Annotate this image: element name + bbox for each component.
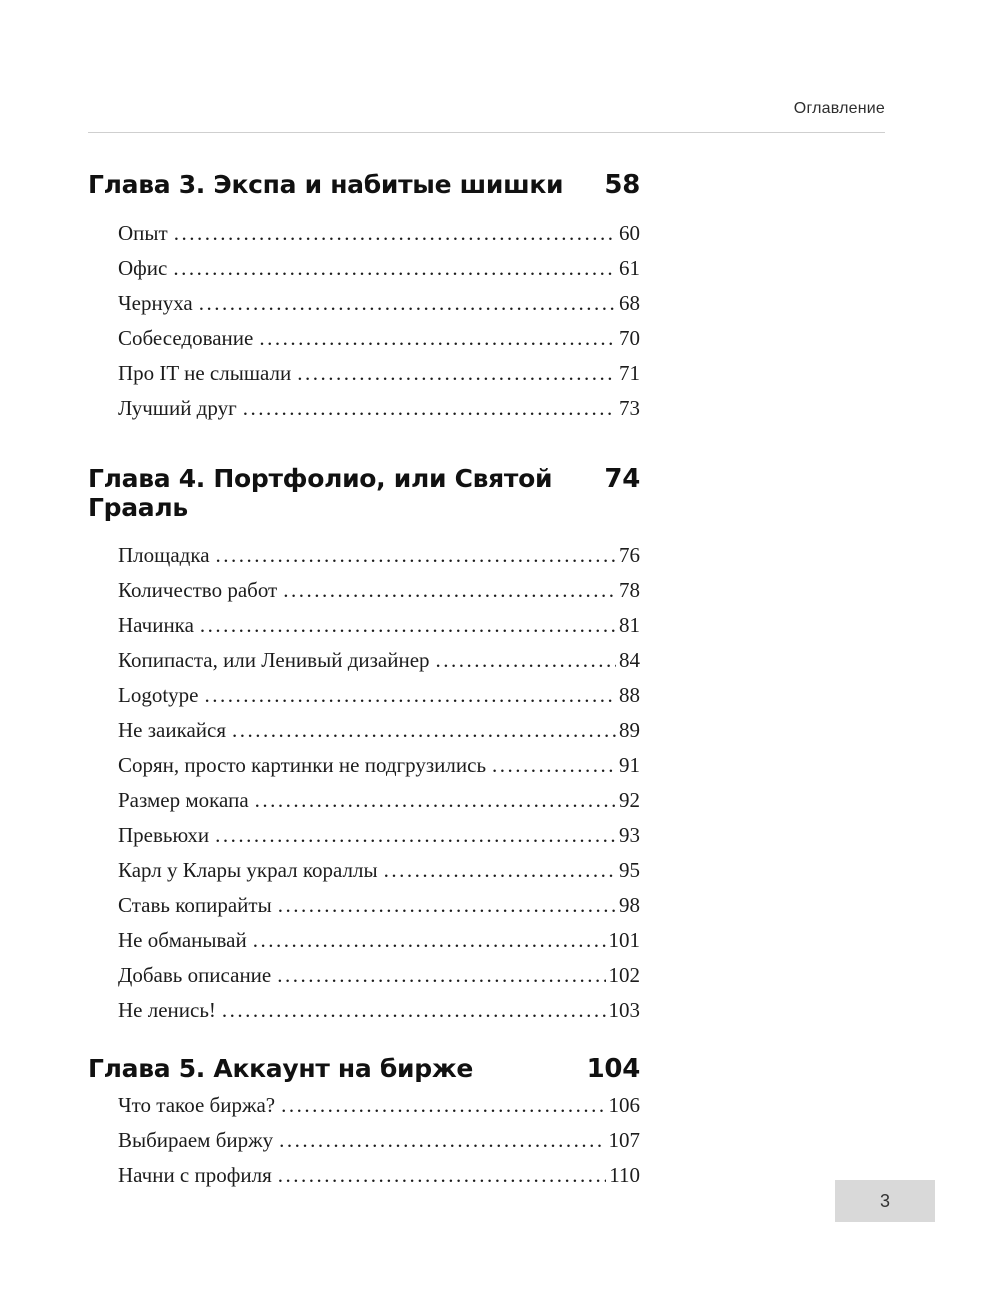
toc-entry-label: Площадка — [118, 543, 210, 567]
toc-entry — [118, 643, 640, 678]
toc-entry-label: Выбираем биржу — [118, 1128, 274, 1152]
toc-entry — [118, 321, 640, 356]
chapter-title: Глава 4. Портфолио, или Святой Грааль — [88, 464, 553, 522]
toc-entry-page: 106 — [608, 1093, 640, 1117]
chapter-heading — [88, 1054, 640, 1084]
leader-dots — [216, 538, 616, 573]
toc-entry-label: Не ленись! — [118, 998, 216, 1022]
leader-dots — [279, 1123, 605, 1158]
leader-dots — [243, 391, 616, 426]
toc-entry-page: 93 — [619, 823, 640, 847]
chapter-heading — [88, 464, 640, 522]
toc-entry — [118, 783, 640, 818]
toc-entry-label: Опыт — [118, 221, 168, 245]
toc-entry-page: 91 — [619, 753, 640, 777]
toc-entry-page: 70 — [619, 326, 640, 350]
toc-entry — [118, 993, 640, 1028]
toc-entry — [118, 1158, 640, 1193]
toc-entry-label: Лучший друг — [118, 396, 237, 420]
toc-entry-label: Добавь описание — [118, 963, 272, 987]
chapter-title: Глава 3. Экспа и набитые шишки — [88, 170, 564, 199]
toc-entry-page: 107 — [608, 1128, 640, 1152]
leader-dots — [255, 783, 616, 818]
toc-entry — [118, 391, 640, 426]
toc-entry-label: Размер мокапа — [118, 788, 249, 812]
toc-entry — [118, 958, 640, 993]
leader-dots — [200, 608, 616, 643]
toc-entry-page: 61 — [619, 256, 640, 280]
chapter-page-number: 104 — [586, 1054, 640, 1084]
leader-dots — [222, 993, 606, 1028]
leader-dots — [232, 713, 616, 748]
toc-entry-page: 73 — [619, 396, 640, 420]
toc-entry — [118, 888, 640, 923]
leader-dots — [259, 321, 616, 356]
toc-entry — [118, 538, 640, 573]
toc-entry-page: 84 — [619, 648, 640, 672]
header-title: Оглавление — [793, 100, 885, 117]
leader-dots — [384, 853, 616, 888]
toc-entry-label: Не обманывай — [118, 928, 247, 952]
toc-entry — [118, 216, 640, 251]
leader-dots — [277, 958, 605, 993]
toc-entry-label: Чернуха — [118, 291, 193, 315]
toc-entry-label: Превьюхи — [118, 823, 210, 847]
page-number-badge — [835, 1180, 935, 1222]
toc-entry-page: 71 — [619, 361, 640, 385]
toc-entry-label: Начинка — [118, 613, 194, 637]
toc-entry-page: 103 — [608, 998, 640, 1022]
toc-entry-label: Офис — [118, 256, 168, 280]
page-header — [88, 100, 885, 133]
toc-entry-page: 89 — [619, 718, 640, 742]
leader-dots — [492, 748, 616, 783]
toc-entry-label: Собеседование — [118, 326, 254, 350]
leader-dots — [173, 251, 616, 286]
leader-dots — [174, 216, 616, 251]
leader-dots — [436, 643, 616, 678]
toc-entry — [118, 923, 640, 958]
chapter-entries — [118, 216, 640, 426]
toc-entry-page: 76 — [619, 543, 640, 567]
toc-entry-page: 92 — [619, 788, 640, 812]
toc-entry — [118, 356, 640, 391]
toc-entry — [118, 573, 640, 608]
leader-dots — [278, 888, 616, 923]
toc-entry-page: 81 — [619, 613, 640, 637]
toc-entry — [118, 748, 640, 783]
toc-entry-page: 60 — [619, 221, 640, 245]
toc-section — [88, 170, 640, 426]
toc-entry-page: 102 — [608, 963, 640, 987]
chapter-page-number: 58 — [604, 170, 640, 200]
toc-entry-label: Карл у Клары украл кораллы — [118, 858, 378, 882]
leader-dots — [278, 1158, 607, 1193]
toc-entry-label: Про IT не слышали — [118, 361, 292, 385]
toc-entry-page: 68 — [619, 291, 640, 315]
toc-entry-page: 95 — [619, 858, 640, 882]
toc-entry-label: Что такое биржа? — [118, 1093, 276, 1117]
leader-dots — [297, 356, 616, 391]
toc-entry-page: 110 — [609, 1163, 640, 1187]
toc-entry-label: Сорян, просто картинки не подгрузились — [118, 753, 487, 777]
toc-entry — [118, 1123, 640, 1158]
toc-entry — [118, 251, 640, 286]
toc-entry — [118, 608, 640, 643]
leader-dots — [281, 1088, 605, 1123]
toc-entry-page: 78 — [619, 578, 640, 602]
toc-entry-label: Копипаста, или Ленивый дизайнер — [118, 648, 430, 672]
leader-dots — [199, 286, 616, 321]
toc-entry — [118, 1088, 640, 1123]
leader-dots — [204, 678, 616, 713]
leader-dots — [253, 923, 606, 958]
toc-entry-page: 101 — [608, 928, 640, 952]
table-of-contents — [88, 136, 640, 1193]
chapter-page-number: 74 — [604, 464, 640, 494]
toc-entry-label: Ставь копирайты — [118, 893, 272, 917]
toc-entry — [118, 713, 640, 748]
toc-entry-label: Количество работ — [118, 578, 278, 602]
toc-entry — [118, 853, 640, 888]
toc-entry-page: 98 — [619, 893, 640, 917]
toc-entry-label: Не заикайся — [118, 718, 227, 742]
toc-entry — [118, 286, 640, 321]
toc-entry — [118, 678, 640, 713]
toc-entry-label: Logotype — [118, 683, 199, 707]
chapter-entries — [118, 1088, 640, 1193]
chapter-title: Глава 5. Аккаунт на бирже — [88, 1054, 474, 1083]
chapter-heading — [88, 170, 640, 200]
toc-section — [88, 1054, 640, 1193]
leader-dots — [283, 573, 616, 608]
page-number: 3 — [879, 1190, 890, 1211]
toc-entry — [118, 818, 640, 853]
toc-section — [88, 464, 640, 1028]
toc-entry-label: Начни с профиля — [118, 1163, 272, 1187]
toc-entry-page: 88 — [619, 683, 640, 707]
chapter-entries — [118, 538, 640, 1028]
leader-dots — [215, 818, 616, 853]
